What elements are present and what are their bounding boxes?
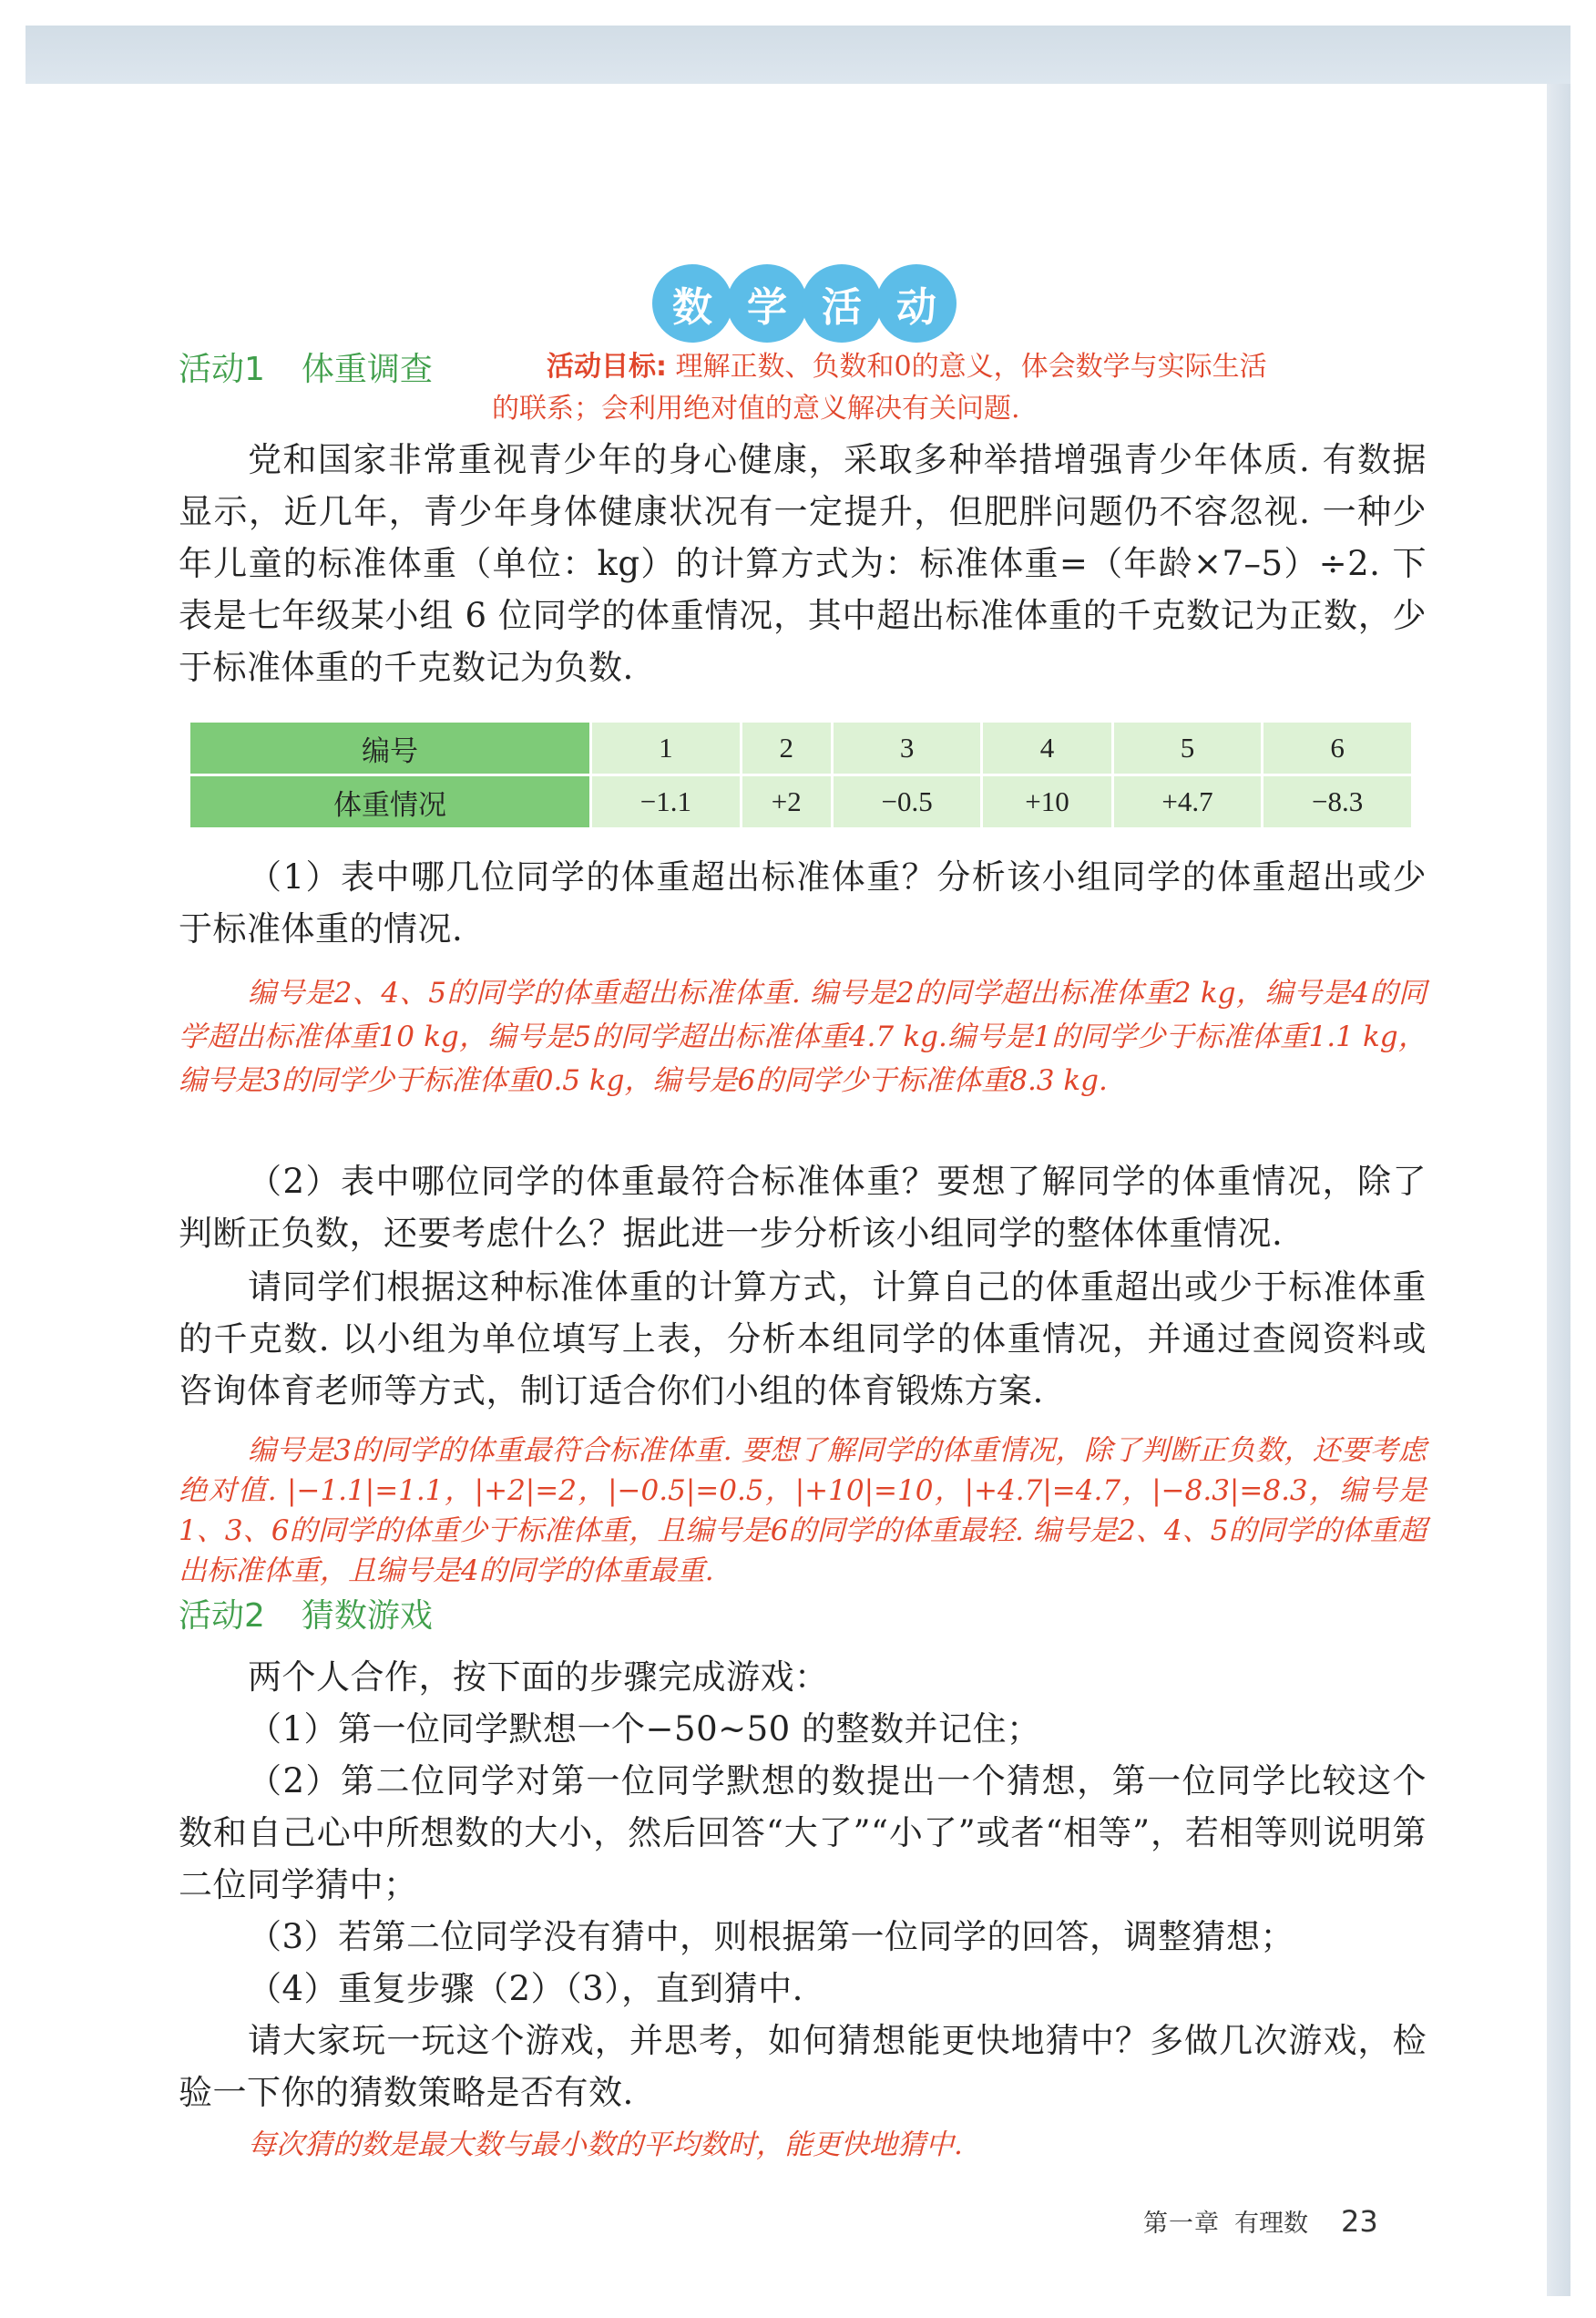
table-row-header: 体重情况 — [190, 776, 589, 827]
page-title — [652, 264, 962, 343]
question-2: （2）表中哪位同学的体重最符合标准体重？要想了解同学的体重情况，除了判断正负数，还要考虑什么？据此进一步分析该小组同学的整体体重情况. — [179, 1162, 1427, 1253]
activity1-goal — [492, 346, 1439, 430]
activity1-number: 活动1 — [179, 351, 265, 388]
activity2-number: 活动2 — [179, 1597, 265, 1635]
table-cell-id: 6 — [1264, 723, 1411, 774]
activity2-prompt: 请大家玩一玩这个游戏，并思考，如何猜想能更快地猜中？多做几次游戏，检验一下你的猜数策略是否有效. — [179, 2021, 1427, 2112]
table-row-header: 编号 — [190, 723, 589, 774]
table-cell-value: −0.5 — [834, 776, 981, 827]
table-row-ids — [190, 723, 1411, 774]
scan-right-strip — [1547, 84, 1570, 2296]
table-cell-id: 3 — [834, 723, 981, 774]
activity2-answer: 每次猜的数是最大数与最小数的平均数时，能更快地猜中. — [248, 2128, 963, 2161]
footer-chapter: 第一章 — [1143, 2210, 1220, 2238]
game-step-4: （4）重复步骤（2）（3），直到猜中. — [248, 1969, 803, 2008]
activity1-task: 请同学们根据这种标准体重的计算方式，计算自己的体重超出或少于标准体重的千克数. 以小组为单位填写上表，分析本组同学的体重情况，并通过查阅资料或咨询体育老师等方式，制订适合你们小组的体育锻炼方案. — [179, 1267, 1427, 1410]
table-cell-id: 4 — [983, 723, 1110, 774]
goal-label: 活动目标: — [547, 351, 667, 383]
scan-top-band — [26, 26, 1570, 84]
table-cell-id: 2 — [742, 723, 831, 774]
game-step-2: （2）第二位同学对第一位同学默想的数提出一个猜想，第一位同学比较这个数和自己心中所想数的大小，然后回答“大了”“小了”或者“相等”，若相等则说明第二位同学猜中； — [179, 1761, 1427, 1904]
page-number: 23 — [1341, 2204, 1378, 2239]
table-cell-value: +2 — [742, 776, 831, 827]
goal-text-line1: 理解正数、负数和0的意义，体会数学与实际生活 — [675, 351, 1267, 383]
table-cell-id: 5 — [1114, 723, 1262, 774]
activity2-heading — [179, 1596, 1427, 1636]
table-cell-value: +10 — [983, 776, 1110, 827]
question-1: （1）表中哪几位同学的体重超出标准体重？分析该小组同学的体重超出或少于标准体重的情况. — [179, 857, 1427, 949]
footer-chapter-title: 有理数 — [1234, 2210, 1308, 2238]
answer-2: 编号是3的同学的体重最符合标准体重. 要想了解同学的体重情况，除了判断正负数，还要考虑绝对值. |−1.1|=1.1，|+2|=2，|−0.5|=0.5，|+10|=10，|+4.7|=4.7，|−8.3|=8.3，编号是1、3、6的同学的体重少于标准体重，且编号是6的同学的体重最轻. 编号是2、4、5的同学的体重超出标准体重，且编号是4的同学的体重最重. — [179, 1434, 1427, 1587]
activity2-title: 猜数游戏 — [301, 1597, 433, 1635]
table-row-values — [190, 776, 1411, 827]
table-cell-id: 1 — [592, 723, 740, 774]
goal-text-line2: 的联系；会利用绝对值的意义解决有关问题. — [492, 393, 1020, 425]
activity1-intro: 党和国家非常重视青少年的身心健康，采取多种举措增强青少年体质. 有数据显示，近几年，青少年身体健康状况有一定提升，但肥胖问题仍不容忽视. 一种少年儿童的标准体重（单位：kg）的计算方式为：标准体重=（年龄×7–5）÷2. 下表是七年级某小组 6 位同学的体重情况，其中超出标准体重的千克数记为正数，少于标准体重的千克数记为负数. — [179, 440, 1427, 687]
activity1-title: 体重调查 — [301, 351, 433, 388]
weight-table — [188, 720, 1414, 830]
table-cell-value: +4.7 — [1114, 776, 1262, 827]
activity2-intro: 两个人合作，按下面的步骤完成游戏： — [248, 1657, 829, 1697]
table-cell-value: −8.3 — [1264, 776, 1411, 827]
title-char-circle: 数 — [652, 264, 732, 343]
title-char-circle: 活 — [802, 264, 882, 343]
game-step-1: （1）第一位同学默想一个−50~50 的整数并记住； — [248, 1709, 1041, 1749]
page-footer — [1143, 2203, 1378, 2239]
table-cell-value: −1.1 — [592, 776, 740, 827]
answer-1: 编号是2、4、5的同学的体重超出标准体重. 编号是2的同学超出标准体重2 kg，编号是4的同学超出标准体重10 kg，编号是5的同学超出标准体重4.7 kg.编号是1的同学少于标准体重1.1 kg，编号是3的同学少于标准体重0.5 kg，编号是6的同学少于标准体重8.3 kg. — [179, 977, 1427, 1097]
title-char-circle: 学 — [727, 264, 807, 343]
game-step-3: （3）若第二位同学没有猜中，则根据第一位同学的回答，调整猜想； — [248, 1917, 1295, 1956]
title-char-circle: 动 — [876, 264, 957, 343]
